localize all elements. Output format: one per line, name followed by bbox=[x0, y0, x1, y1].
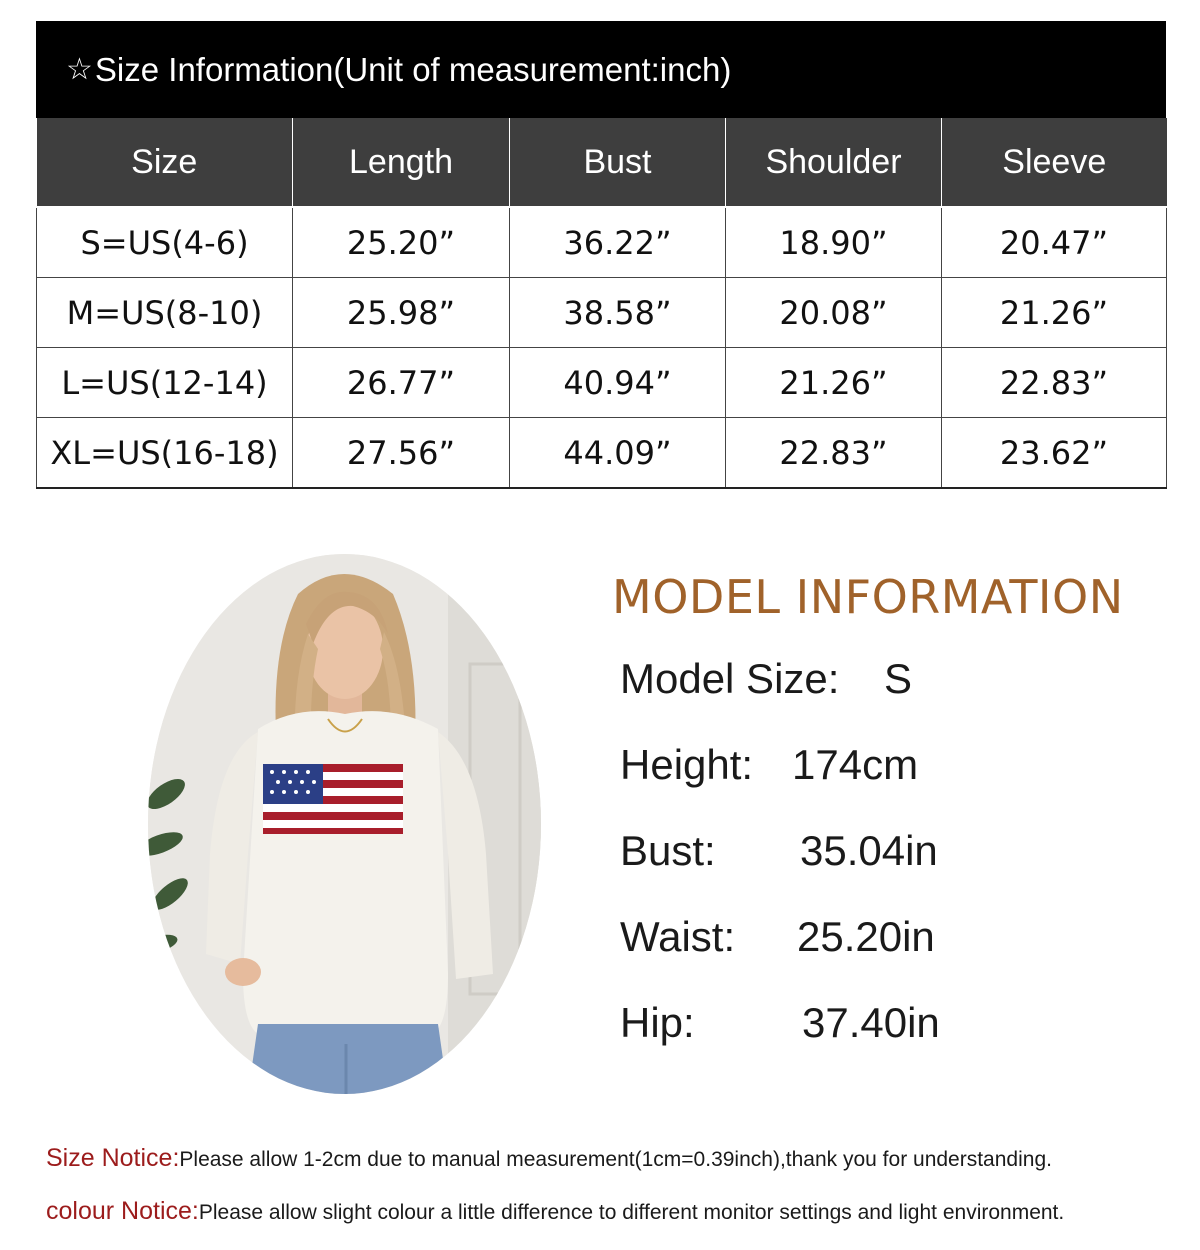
model-photo bbox=[148, 554, 541, 1094]
size-info-title-bar bbox=[36, 21, 1166, 118]
model-info-row-bust bbox=[620, 827, 938, 875]
colour-notice bbox=[46, 1197, 1064, 1226]
size-info-title: Size Information(Unit of measurement:inch) bbox=[94, 50, 732, 88]
table-row bbox=[37, 418, 1167, 489]
cell-bust: 36.22” bbox=[510, 207, 726, 278]
table-row bbox=[37, 278, 1167, 348]
header-shoulder: Shoulder bbox=[726, 118, 942, 207]
cell-length: 25.20” bbox=[293, 207, 510, 278]
model-bust-label: Bust: bbox=[620, 827, 716, 874]
cell-sleeve: 21.26” bbox=[942, 278, 1167, 348]
model-info-row-height bbox=[620, 741, 919, 789]
size-notice-label: Size Notice: bbox=[46, 1144, 180, 1172]
cell-size: M=US(8-10) bbox=[37, 278, 293, 348]
model-info-row-hip bbox=[620, 999, 940, 1047]
colour-notice-text: Please allow slight colour a little difference to different monitor settings and light environment. bbox=[198, 1201, 1065, 1224]
size-chart-table bbox=[36, 118, 1167, 489]
size-notice-text: Please allow 1-2cm due to manual measurement(1cm=0.39inch),thank you for understanding. bbox=[179, 1148, 1052, 1171]
model-size-value: S bbox=[884, 655, 913, 702]
cell-sleeve: 23.62” bbox=[942, 418, 1167, 489]
table-row bbox=[37, 207, 1167, 278]
cell-bust: 40.94” bbox=[510, 348, 726, 418]
header-size: Size bbox=[37, 118, 293, 207]
cell-size: L=US(12-14) bbox=[37, 348, 293, 418]
model-height-value: 174cm bbox=[792, 741, 919, 788]
header-sleeve: Sleeve bbox=[942, 118, 1167, 207]
model-waist-label: Waist: bbox=[620, 913, 736, 960]
model-hip-value: 37.40in bbox=[802, 999, 940, 1046]
model-waist-value: 25.20in bbox=[797, 913, 935, 960]
model-info-heading: MODEL INFORMATION bbox=[612, 570, 1124, 624]
cell-length: 27.56” bbox=[293, 418, 510, 489]
model-info-row-waist bbox=[620, 913, 935, 961]
model-hip-label: Hip: bbox=[620, 999, 695, 1046]
header-bust: Bust bbox=[510, 118, 726, 207]
colour-notice-label: colour Notice: bbox=[46, 1197, 199, 1225]
model-height-label: Height: bbox=[620, 741, 754, 788]
cell-shoulder: 18.90” bbox=[726, 207, 942, 278]
size-table-header-row bbox=[37, 118, 1167, 207]
model-size-label: Model Size: bbox=[620, 655, 840, 702]
header-length: Length bbox=[293, 118, 510, 207]
size-notice bbox=[46, 1144, 1052, 1173]
cell-sleeve: 22.83” bbox=[942, 348, 1167, 418]
cell-length: 25.98” bbox=[293, 278, 510, 348]
cell-shoulder: 20.08” bbox=[726, 278, 942, 348]
cell-sleeve: 20.47” bbox=[942, 207, 1167, 278]
cell-size: S=US(4-6) bbox=[37, 207, 293, 278]
cell-size: XL=US(16-18) bbox=[37, 418, 293, 489]
cell-bust: 44.09” bbox=[510, 418, 726, 489]
star-outline-icon: ☆ bbox=[66, 52, 93, 87]
model-bust-value: 35.04in bbox=[800, 827, 938, 874]
cell-length: 26.77” bbox=[293, 348, 510, 418]
cell-shoulder: 22.83” bbox=[726, 418, 942, 489]
model-info-row-size bbox=[620, 655, 913, 703]
cell-shoulder: 21.26” bbox=[726, 348, 942, 418]
table-row bbox=[37, 348, 1167, 418]
cell-bust: 38.58” bbox=[510, 278, 726, 348]
